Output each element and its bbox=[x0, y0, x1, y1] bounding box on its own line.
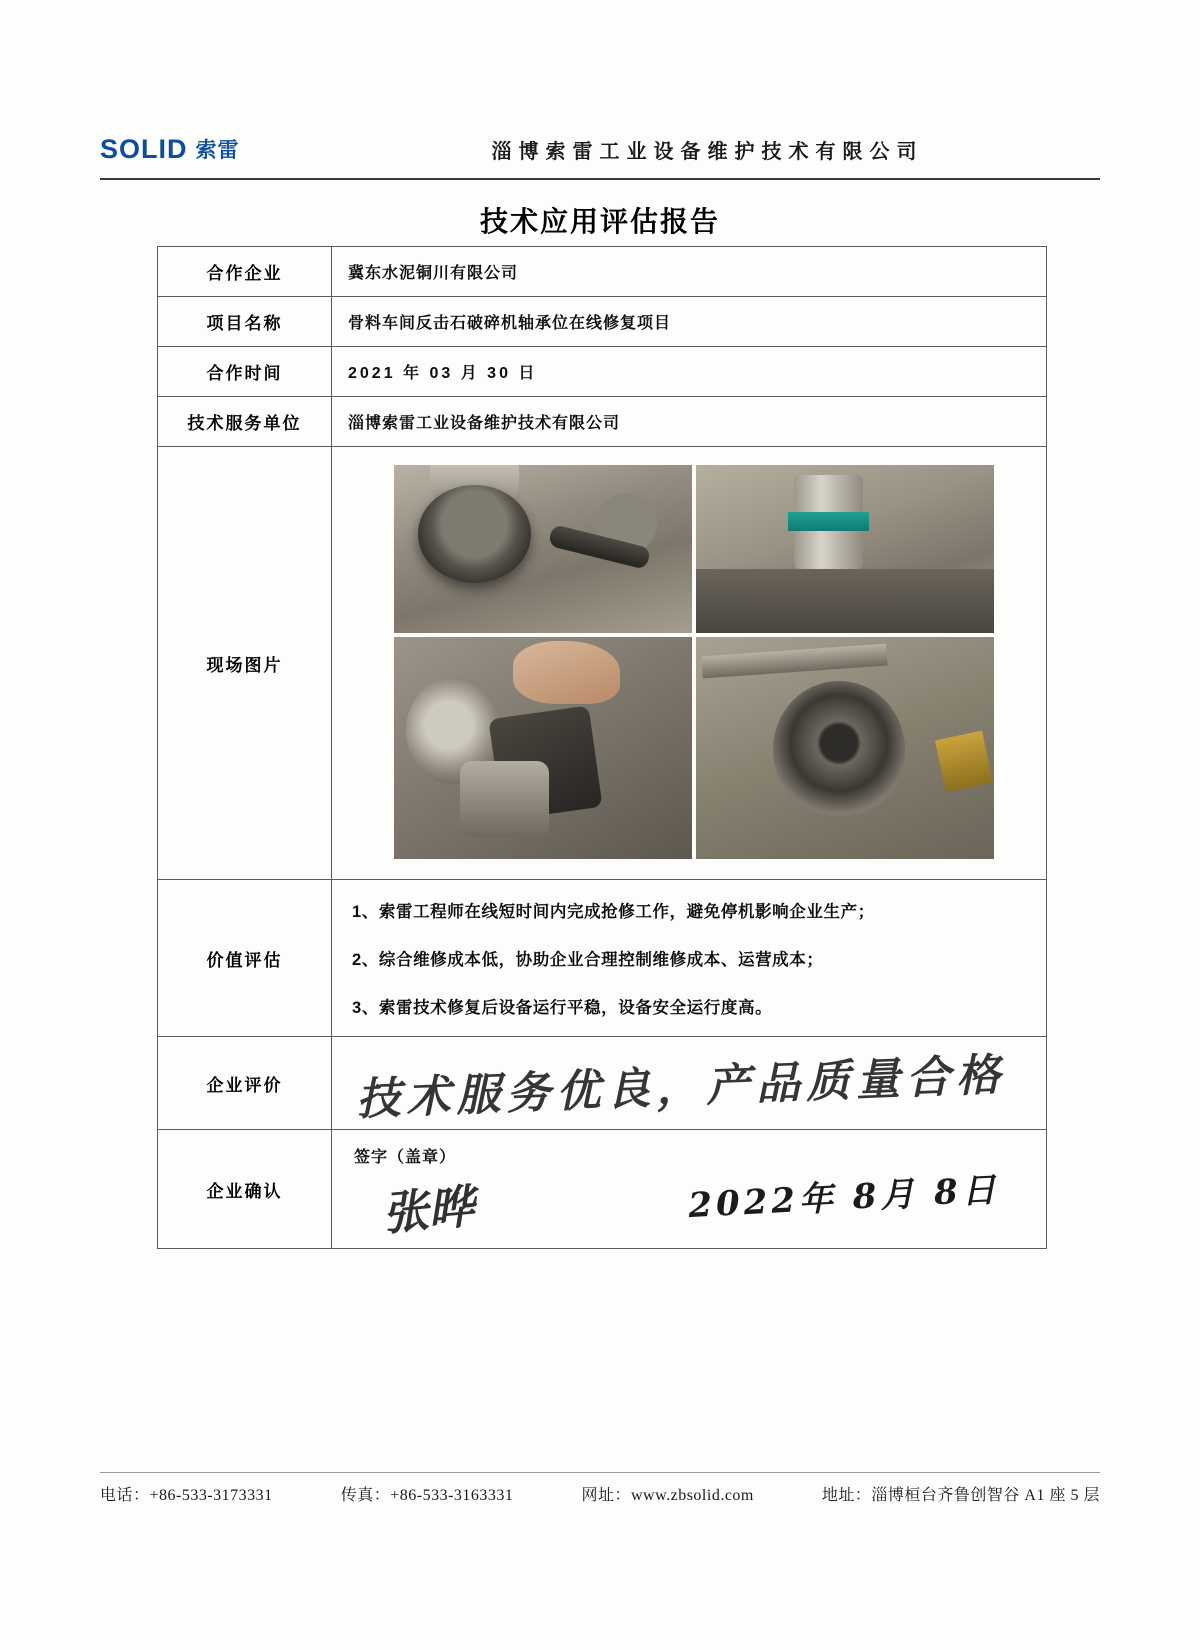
row-value-service-unit: 淄博索雷工业设备维护技术有限公司 bbox=[332, 397, 1047, 447]
table-row-confirmation bbox=[158, 1130, 1047, 1249]
row-label-value-assessment: 价值评估 bbox=[158, 880, 332, 1037]
page-title: 技术应用评估报告 bbox=[479, 206, 720, 237]
row-label-confirmation: 企业确认 bbox=[158, 1130, 332, 1249]
table-row bbox=[158, 297, 1047, 347]
evaluation-handwriting-cell bbox=[332, 1037, 1047, 1130]
row-label-date: 合作时间 bbox=[158, 347, 332, 397]
report-table bbox=[157, 246, 1047, 1249]
document-footer bbox=[100, 1482, 1100, 1505]
logo-text-en: SOLID bbox=[100, 133, 188, 164]
row-label-evaluation: 企业评价 bbox=[158, 1037, 332, 1130]
table-row bbox=[158, 347, 1047, 397]
footer-phone: 电话：+86-533-3173331 bbox=[100, 1487, 273, 1504]
signature-date-handwriting: 2022年 8月 8日 bbox=[687, 1169, 1002, 1227]
company-logo bbox=[100, 134, 305, 165]
footer-address: 地址：淄博桓台齐鲁创智谷 A1 座 5 层 bbox=[821, 1487, 1100, 1504]
company-name-heading: 淄博索雷工业设备维护技术有限公司 bbox=[491, 140, 924, 163]
value-assessment-list bbox=[332, 880, 1047, 1037]
photo-gallery bbox=[332, 447, 1047, 880]
header-divider bbox=[100, 178, 1100, 180]
row-label-partner: 合作企业 bbox=[158, 247, 332, 297]
footer-fax: 传真：+86-533-3163331 bbox=[340, 1487, 514, 1504]
footer-divider bbox=[100, 1472, 1100, 1473]
site-photo-3 bbox=[394, 637, 692, 859]
table-row-photos bbox=[158, 447, 1047, 880]
table-row bbox=[158, 247, 1047, 297]
row-value-date: 2021 年 03 月 30 日 bbox=[332, 347, 1047, 397]
signature-label: 签字（盖章） bbox=[354, 1149, 457, 1166]
value-item: 3、索雷技术修复后设备运行平稳，设备安全运行度高。 bbox=[352, 999, 773, 1017]
evaluation-handwriting-text: 技术服务优良，产品质量合格 bbox=[355, 1049, 1007, 1126]
site-photo-4 bbox=[696, 637, 994, 859]
site-photo-1 bbox=[394, 465, 692, 633]
row-label-project: 项目名称 bbox=[158, 297, 332, 347]
table-row bbox=[158, 397, 1047, 447]
logo-text-cn: 索雷 bbox=[195, 139, 240, 162]
signature-handwriting: 张晔 bbox=[380, 1179, 477, 1241]
row-value-partner: 冀东水泥铜川有限公司 bbox=[332, 247, 1047, 297]
document-header bbox=[100, 118, 1100, 180]
site-photo-2 bbox=[696, 465, 994, 633]
row-value-project: 骨料车间反击石破碎机轴承位在线修复项目 bbox=[332, 297, 1047, 347]
row-label-photos: 现场图片 bbox=[158, 447, 332, 880]
confirmation-cell bbox=[332, 1130, 1047, 1249]
value-item: 1、索雷工程师在线短时间内完成抢修工作，避免停机影响企业生产； bbox=[352, 903, 875, 921]
table-row-value bbox=[158, 880, 1047, 1037]
row-label-service-unit: 技术服务单位 bbox=[158, 397, 332, 447]
footer-website: 网址：www.zbsolid.com bbox=[581, 1487, 754, 1504]
value-item: 2、综合维修成本低，协助企业合理控制维修成本、运营成本； bbox=[352, 951, 824, 969]
table-row-evaluation bbox=[158, 1037, 1047, 1130]
